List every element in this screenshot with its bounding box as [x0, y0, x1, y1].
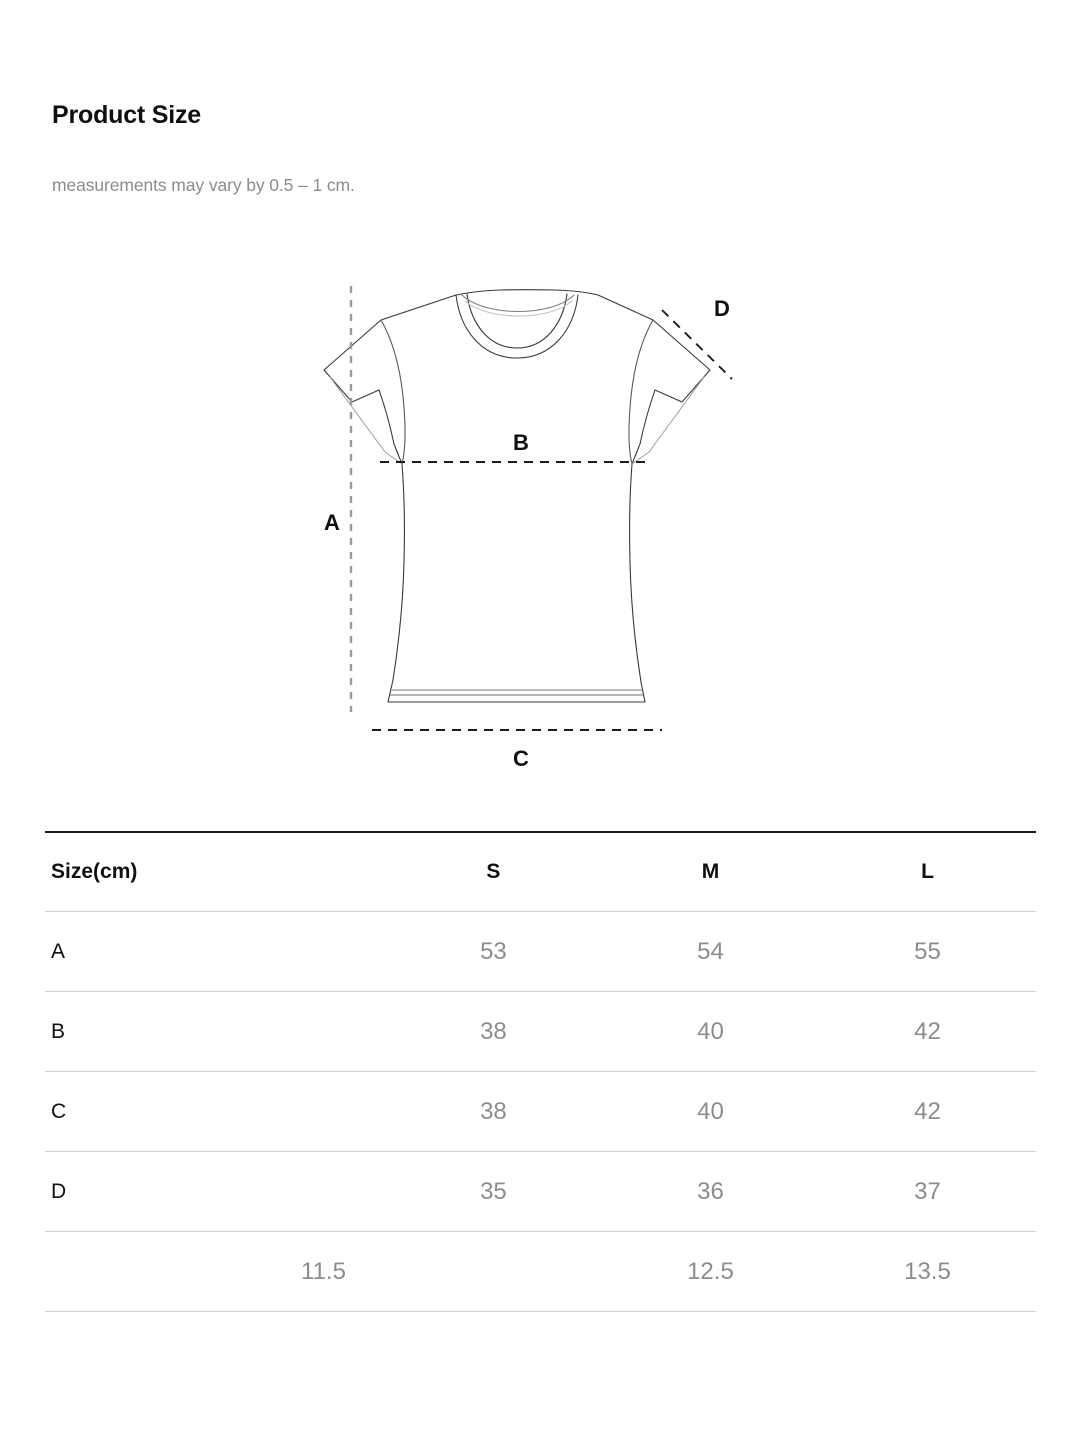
tshirt-body-outline — [324, 290, 710, 702]
cell-c-l: 42 — [819, 1072, 1036, 1152]
tshirt-illustration-svg — [310, 262, 770, 792]
row-label-d: D — [45, 1152, 385, 1232]
table-row — [45, 992, 1036, 1072]
extra-cell-3: 13.5 — [819, 1232, 1036, 1312]
cell-a-l: 55 — [819, 912, 1036, 992]
table-row — [45, 1072, 1036, 1152]
table-row — [45, 912, 1036, 992]
cell-c-m: 40 — [602, 1072, 819, 1152]
column-header-s: S — [385, 832, 602, 912]
row-label-b: B — [45, 992, 385, 1072]
cell-b-s: 38 — [385, 992, 602, 1072]
page-title: Product Size — [52, 101, 202, 129]
cell-d-l: 37 — [819, 1152, 1036, 1232]
cell-b-m: 40 — [602, 992, 819, 1072]
cell-b-l: 42 — [819, 992, 1036, 1072]
left-armhole-seam — [381, 320, 405, 464]
cell-d-s: 35 — [385, 1152, 602, 1232]
column-header-m: M — [602, 832, 819, 912]
cell-d-m: 36 — [602, 1152, 819, 1232]
measure-label-d: D — [714, 296, 730, 321]
cell-c-s: 38 — [385, 1072, 602, 1152]
row-label-c: C — [45, 1072, 385, 1152]
row-label-a: A — [45, 912, 385, 992]
column-header-l: L — [819, 832, 1036, 912]
page-header — [52, 100, 1012, 196]
table-row — [45, 1232, 1036, 1312]
right-sleeve-cuff — [649, 377, 704, 452]
extra-cell-1: 11.5 — [45, 1232, 602, 1312]
measure-label-a: A — [324, 510, 340, 535]
cell-a-s: 53 — [385, 912, 602, 992]
measure-label-b: B — [513, 430, 529, 455]
table-row — [45, 1152, 1036, 1232]
left-sleeve-cuff — [330, 377, 385, 452]
tshirt-diagram — [0, 262, 1080, 792]
size-table — [45, 831, 1036, 1312]
size-table-body — [45, 912, 1036, 1312]
cell-a-m: 54 — [602, 912, 819, 992]
tshirt-outline-group — [324, 290, 710, 702]
right-armhole-seam — [629, 320, 653, 464]
page-subtitle: measurements may vary by 0.5 – 1 cm. — [52, 175, 355, 195]
size-table-header — [45, 832, 1036, 912]
extra-cell-2: 12.5 — [602, 1232, 819, 1312]
column-header-size: Size(cm) — [45, 832, 385, 912]
measure-label-c: C — [513, 746, 529, 771]
neckline-back-curve-light — [465, 301, 572, 316]
neckline-collar-inner — [467, 294, 567, 348]
table-header-row — [45, 832, 1036, 912]
